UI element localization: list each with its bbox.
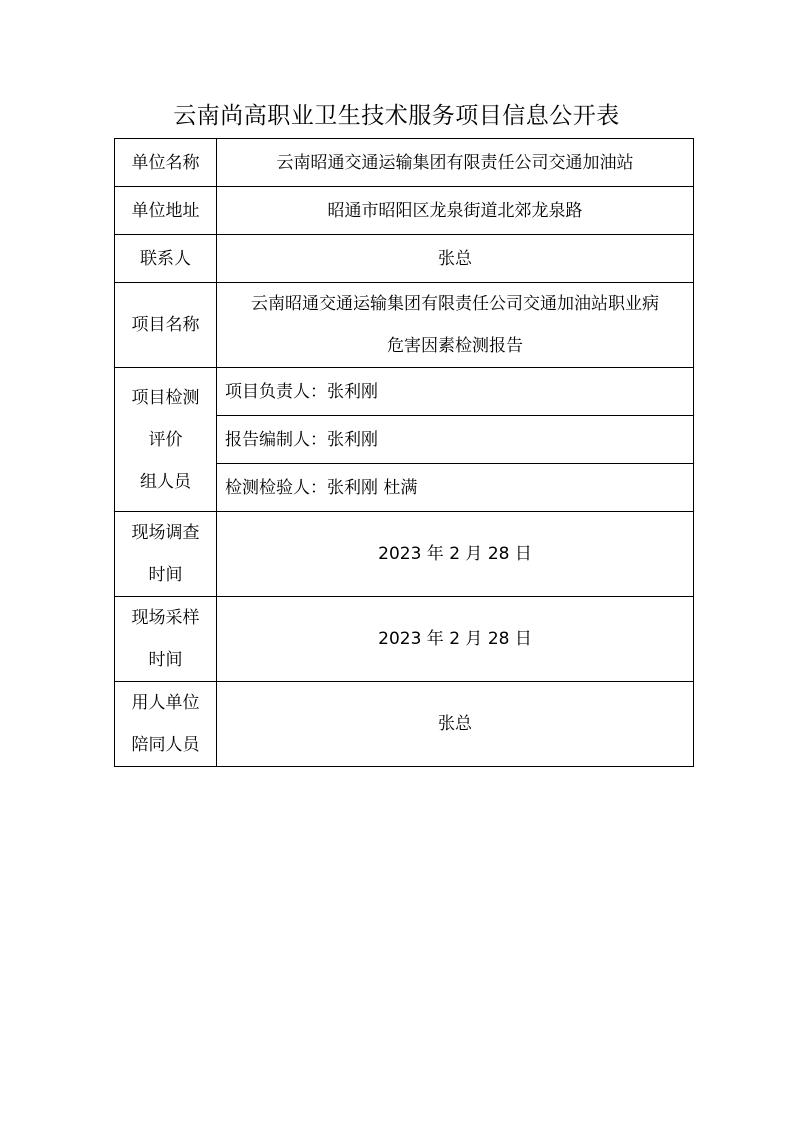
project-name-label: 项目名称: [115, 283, 217, 368]
team-label-line-3: 组人员: [140, 471, 191, 492]
unit-address-label: 单位地址: [115, 187, 217, 235]
escort-label-line-2: 陪同人员: [131, 735, 200, 755]
sampling-time-label: [115, 597, 217, 682]
page-title: 云南尚高职业卫生技术服务项目信息公开表: [173, 103, 620, 129]
table-row-escort: [115, 682, 694, 767]
team-label: [115, 368, 217, 512]
contact-label: 联系人: [115, 235, 217, 283]
escort-label: [115, 682, 217, 767]
table-row-project-name: [115, 283, 694, 368]
unit-address-value: 昭通市昭阳区龙泉街道北郊龙泉路: [217, 187, 694, 235]
project-name-line-1: 云南昭通交通运输集团有限责任公司交通加油站职业病: [251, 294, 659, 314]
team-label-line-1: 项目检测: [131, 387, 200, 408]
sampling-time-value: 2023 年 2 月 28 日: [217, 597, 694, 682]
table-row-survey-time: [115, 512, 694, 597]
report-writer-value: 报告编制人：张利刚: [217, 416, 694, 464]
escort-value: 张总: [217, 682, 694, 767]
inspectors-value: 检测检验人：张利刚 杜满: [217, 464, 694, 512]
table-row-unit-name: [115, 139, 694, 187]
project-name-value: [217, 283, 694, 368]
table-row-unit-address: [115, 187, 694, 235]
team-label-line-2: 评价: [148, 429, 183, 450]
contact-value: 张总: [217, 235, 694, 283]
unit-name-label: 单位名称: [115, 139, 217, 187]
table-row-team-leader: [115, 368, 694, 416]
sampling-time-label-line-1: 现场采样: [131, 608, 200, 628]
survey-time-label-line-1: 现场调查: [131, 523, 200, 543]
survey-time-label: [115, 512, 217, 597]
project-name-line-2: 危害因素检测报告: [387, 336, 523, 356]
survey-time-label-line-2: 时间: [148, 565, 183, 585]
survey-time-value: 2023 年 2 月 28 日: [217, 512, 694, 597]
table-row-sampling-time: [115, 597, 694, 682]
team-leader-value: 项目负责人：张利刚: [217, 368, 694, 416]
table-row-contact: [115, 235, 694, 283]
info-table: [114, 138, 694, 767]
unit-name-value: 云南昭通交通运输集团有限责任公司交通加油站: [217, 139, 694, 187]
sampling-time-label-line-2: 时间: [148, 650, 183, 670]
escort-label-line-1: 用人单位: [131, 693, 200, 713]
